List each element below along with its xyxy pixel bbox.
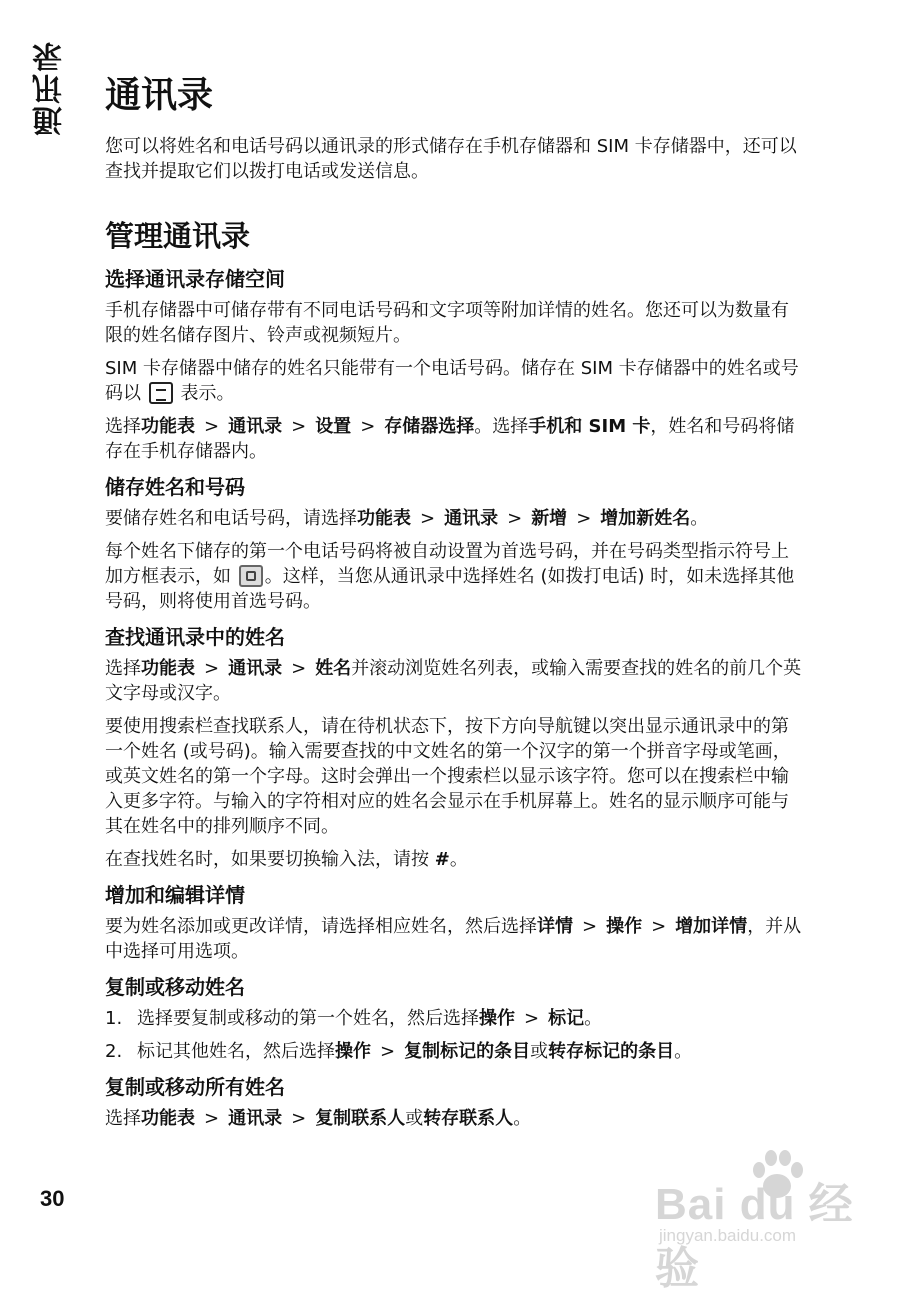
copy-move-heading: 复制或移动姓名 [105, 975, 245, 999]
watermark-text: Bai du 经验 [655, 1180, 854, 1293]
find-paragraph-1: 选择功能表 > 通讯录 > 姓名并滚动浏览姓名列表，或输入需要查找的姓名的前几个英文字母或汉字。 [105, 658, 802, 704]
intro-paragraph: 您可以将姓名和电话号码以通讯录的形式储存在手机存储器和 SIM 卡存储器中，还可以查找并提取它们以拨打电话或发送信息。 [105, 136, 797, 182]
side-chapter-tab: 通讯录 [33, 40, 68, 136]
page-title: 通讯录 [105, 75, 214, 116]
copy-all-paragraph: 选择功能表 > 通讯录 > 复制联系人或转存联系人。 [105, 1108, 532, 1129]
save-paragraph-2: 每个姓名下储存的第一个电话号码将被自动设置为首选号码，并在号码类型指示符号上加方框表示，如 。这样，当您从通讯录中选择姓名 (如拨打电话) 时，如未选择其他号码，则将使用首选号码。 [105, 541, 795, 612]
page-number: 30 [40, 1186, 65, 1211]
save-heading: 储存姓名和号码 [105, 475, 245, 499]
storage-paragraph-2: SIM 卡存储器中储存的姓名只能带有一个电话号码。储存在 SIM 卡存储器中的姓名或号码以 表示。 [105, 358, 799, 404]
storage-paragraph-1: 手机存储器中可储存带有不同电话号码和文字项等附加详情的姓名。您还可以为数量有限的姓名储存图片、铃声或视频短片。 [105, 300, 789, 346]
storage-paragraph-3: 选择功能表 > 通讯录 > 设置 > 存储器选择。选择手机和 SIM 卡，姓名和号码将储存在手机存储器内。 [105, 416, 795, 462]
list-item: 2. 标记其他姓名，然后选择操作 > 复制标记的条目或转存标记的条目。 [105, 1041, 693, 1062]
edit-paragraph-1: 要为姓名添加或更改详情，请选择相应姓名，然后选择详情 > 操作 > 增加详情，并从中选择可用选项。 [105, 916, 802, 962]
find-paragraph-2: 要使用搜索栏查找联系人，请在待机状态下，按下方向导航键以突出显示通讯录中的第一个姓名 (或号码)。输入需要查找的中文姓名的第一个汉字的第一个拼音字母或笔画，或英文姓名的第一个字母。这时会弹出一个搜索栏以显示该字符。您可以在搜索栏中输入更多字符。与输入的字符相对应的姓名会显示在手机屏幕上。姓名的显示顺序可能与其在姓名中的排列顺序不同。 [105, 716, 791, 837]
baidu-watermark [655, 1148, 895, 1293]
find-paragraph-3: 在查找姓名时，如果要切换输入法，请按 #。 [105, 849, 468, 870]
default-number-icon [239, 565, 263, 587]
watermark-url: jingyan.baidu.com [659, 1226, 797, 1245]
page-content [105, 72, 805, 1139]
sim-contact-icon [149, 382, 173, 404]
list-item: 1. 选择要复制或移动的第一个姓名，然后选择操作 > 标记。 [105, 1008, 603, 1029]
save-paragraph-1: 要储存姓名和电话号码，请选择功能表 > 通讯录 > 新增 > 增加新姓名。 [105, 508, 709, 529]
edit-heading: 增加和编辑详情 [105, 883, 245, 907]
storage-heading: 选择通讯录存储空间 [105, 267, 285, 291]
copy-all-heading: 复制或移动所有姓名 [105, 1075, 285, 1099]
find-heading: 查找通讯录中的姓名 [105, 625, 285, 649]
copy-move-steps [105, 1006, 805, 1064]
section-heading: 管理通讯录 [105, 219, 251, 253]
